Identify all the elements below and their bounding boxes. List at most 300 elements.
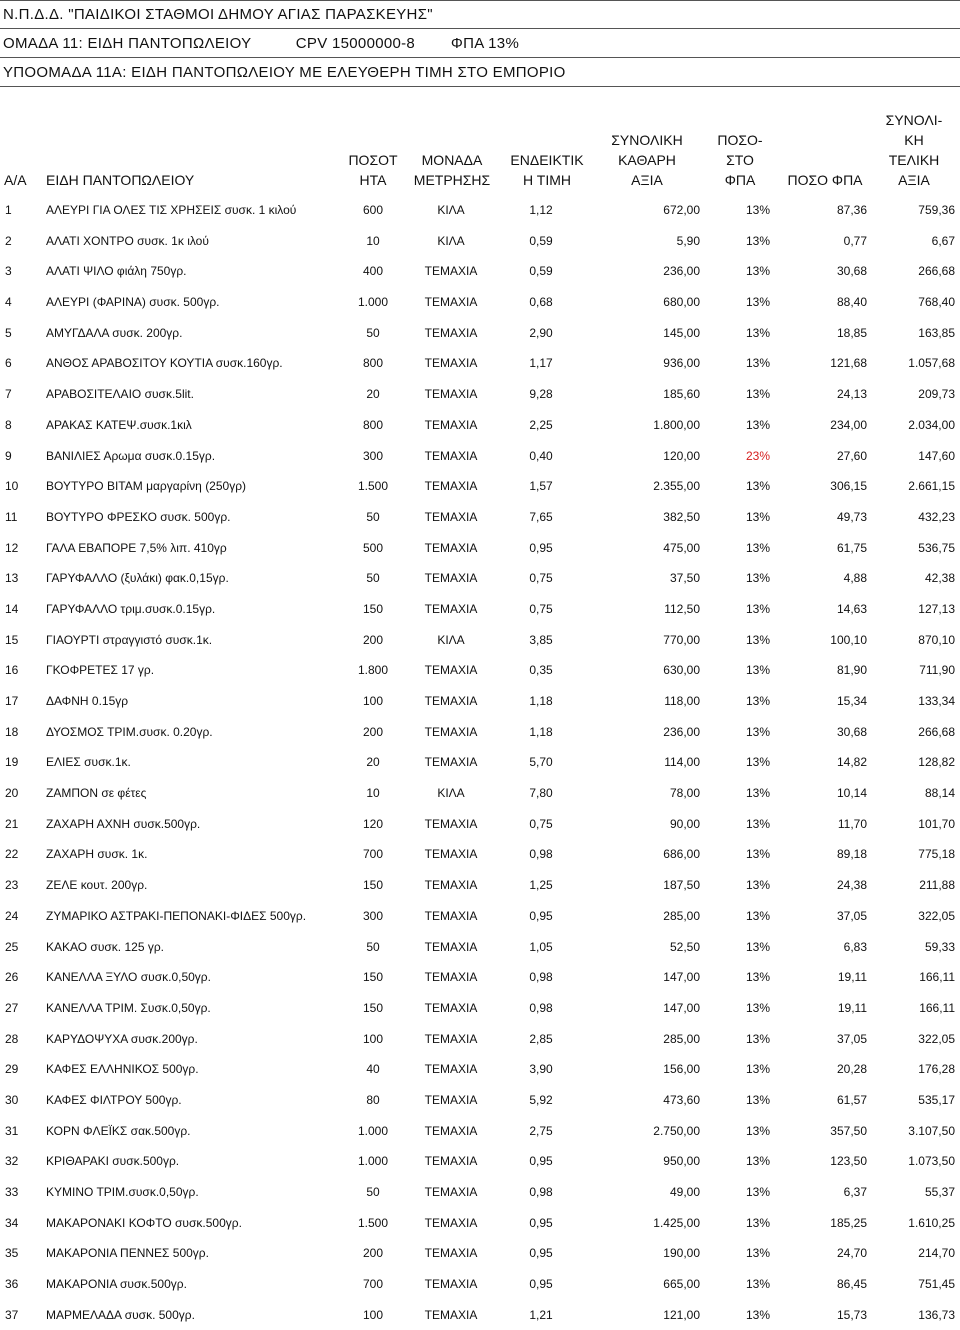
vat-amount: 24,13 — [836, 387, 867, 402]
vat-amount: 19,11 — [837, 970, 867, 985]
vat-rate: 13% — [745, 878, 770, 893]
row-number: 14 — [5, 601, 19, 616]
quantity: 800 — [362, 356, 384, 371]
table-row — [0, 226, 960, 257]
net-value: 190,00 — [663, 1246, 700, 1261]
table-row — [0, 410, 960, 441]
vat-amount: 24,70 — [836, 1246, 867, 1261]
row-number: 11 — [5, 509, 18, 524]
row-number: 28 — [5, 1031, 19, 1046]
table-row — [0, 809, 960, 840]
row-number: 8 — [5, 417, 12, 432]
quantity: 1.000 — [357, 1123, 389, 1138]
vat-amount: 88,40 — [836, 295, 867, 310]
net-value: 187,50 — [663, 878, 700, 893]
table-row — [0, 655, 960, 686]
vat-rate: 13% — [745, 1062, 770, 1077]
table-row — [0, 717, 960, 748]
indicative-price: 0,59 — [529, 233, 553, 248]
row-number: 17 — [5, 694, 19, 708]
subgroup-title: ΥΠΟΟΜΑΔΑ 11Α: ΕΙΔΗ ΠΑΝΤΟΠΩΛΕΙΟΥ ΜΕ ΕΛΕΥΘΕΡΗ ΤΙΜΗ ΣΤΟ ΕΜΠΟΡΙΟ — [0, 58, 960, 87]
indicative-price: 0,95 — [529, 1215, 553, 1230]
item-name: ΑΡΑΚΑΣ ΚΑΤΕΨ.συσκ.1κιλ — [46, 417, 192, 432]
unit-of-measure: ΤΕΜΑΧΙΑ — [424, 479, 478, 494]
vat-amount: 123,50 — [830, 1154, 867, 1169]
unit-of-measure: ΤΕΜΑΧΙΑ — [424, 601, 478, 616]
unit-of-measure: ΤΕΜΑΧΙΑ — [424, 1215, 478, 1230]
indicative-price: 9,28 — [529, 387, 553, 402]
quantity: 20 — [366, 755, 380, 770]
table-row — [0, 839, 960, 870]
vat-rate: 13% — [745, 264, 770, 279]
vat-rate: 13% — [745, 1123, 770, 1138]
total-value: 759,36 — [918, 203, 955, 217]
unit-of-measure: ΤΕΜΑΧΙΑ — [424, 295, 478, 310]
table-row — [0, 1208, 960, 1239]
vat-amount: 15,34 — [836, 694, 867, 708]
unit-of-measure: ΤΕΜΑΧΙΑ — [424, 448, 478, 463]
item-name: ΜΑΡΜΕΛΑΔΑ συσκ. 500γρ. — [46, 1307, 195, 1322]
net-value: 120,00 — [663, 448, 700, 463]
total-value: 768,40 — [918, 295, 955, 310]
indicative-price: 0,98 — [529, 1000, 553, 1015]
table-row — [0, 1085, 960, 1116]
table-row — [0, 1116, 960, 1147]
unit-of-measure: ΤΕΜΑΧΙΑ — [424, 939, 478, 954]
col-header-net: ΣΥΝΟΛΙΚΗ ΚΑΘΑΡΗ ΑΞΙΑ — [611, 132, 683, 188]
quantity: 100 — [362, 694, 384, 708]
vat-amount: 18,85 — [836, 325, 867, 340]
total-value: 42,38 — [924, 571, 955, 586]
quantity: 80 — [366, 1092, 380, 1107]
indicative-price: 1,57 — [529, 479, 553, 494]
unit-of-measure: ΤΕΜΑΧΙΑ — [424, 878, 478, 893]
total-value: 127,13 — [918, 601, 955, 616]
row-number: 21 — [5, 816, 19, 831]
item-name: ΚΟΡΝ ΦΛΕΪΚΣ σακ.500γρ. — [46, 1123, 191, 1138]
vat-rate: 13% — [745, 540, 770, 555]
indicative-price: 2,90 — [529, 325, 553, 340]
vat-amount: 20,28 — [836, 1062, 867, 1077]
col-header-vat-amount: ΠΟΣΟ ΦΠΑ — [787, 172, 863, 188]
total-value: 163,85 — [918, 325, 955, 340]
vat-rate: 13% — [745, 325, 770, 340]
item-name: ΚΑΝΕΛΛΑ ΤΡΙΜ. Συσκ.0,50γρ. — [46, 1000, 211, 1015]
net-value: 672,00 — [663, 203, 700, 217]
unit-of-measure: ΤΕΜΑΧΙΑ — [424, 325, 478, 340]
unit-of-measure: ΤΕΜΑΧΙΑ — [424, 1185, 478, 1199]
table-row — [0, 1146, 960, 1177]
table-row — [0, 1177, 960, 1208]
table-row — [0, 441, 960, 472]
item-name: ΓΑΛΑ ΕΒΑΠΟΡΕ 7,5% λιπ. 410γρ — [46, 540, 227, 555]
vat-rate: 13% — [745, 1154, 770, 1169]
net-value: 285,00 — [663, 908, 700, 923]
vat-amount: 81,90 — [836, 663, 867, 678]
quantity: 50 — [366, 325, 380, 340]
item-name: ΒΑΝΙΛΙΕΣ Αρωμα συσκ.0.15γρ. — [46, 448, 216, 463]
item-name: ΑΛΑΤΙ ΧΟΝΤΡΟ συσκ. 1κ ιλού — [46, 233, 209, 248]
table-row — [0, 625, 960, 656]
total-value: 101,70 — [918, 816, 955, 831]
total-value: 133,34 — [918, 694, 955, 708]
vat-rate: 13% — [745, 509, 770, 524]
vat-amount: 11,70 — [837, 816, 867, 831]
indicative-price: 1,25 — [529, 878, 553, 893]
unit-of-measure: ΚΙΛΑ — [437, 632, 465, 647]
unit-of-measure: ΤΕΜΑΧΙΑ — [424, 847, 478, 862]
item-name: ΜΑΚΑΡΟΝΙΑ ΠΕΝΝΕΣ 500γρ. — [46, 1246, 209, 1261]
total-value: 166,11 — [919, 970, 955, 985]
quantity: 200 — [362, 632, 384, 647]
indicative-price: 3,85 — [529, 632, 553, 647]
row-number: 18 — [5, 724, 19, 739]
net-value: 147,00 — [663, 970, 700, 985]
vat-amount: 0,77 — [843, 233, 867, 248]
net-value: 2.355,00 — [653, 479, 700, 494]
quantity: 50 — [366, 1185, 380, 1199]
item-name: ΓΚΟΦΡΕΤΕΣ 17 γρ. — [46, 663, 155, 678]
quantity: 1.500 — [357, 1215, 389, 1230]
vat-amount: 19,11 — [837, 1000, 867, 1015]
quantity: 300 — [362, 908, 384, 923]
net-value: 475,00 — [663, 540, 700, 555]
total-value: 870,10 — [918, 632, 955, 647]
item-name: ΒΟΥΤΥΡΟ ΒΙΤΑΜ μαργαρίνη (250γρ) — [46, 479, 247, 494]
indicative-price: 0,75 — [529, 571, 553, 586]
unit-of-measure: ΤΕΜΑΧΙΑ — [424, 816, 478, 831]
table-row — [0, 962, 960, 993]
item-name: ΖΕΛΕ κουτ. 200γρ. — [46, 878, 148, 893]
vat-rate: 13% — [745, 847, 770, 862]
table-row — [0, 379, 960, 410]
net-value: 1.425,00 — [653, 1215, 700, 1230]
row-number: 3 — [5, 264, 12, 279]
net-value: 236,00 — [663, 264, 700, 279]
indicative-price: 0,59 — [529, 264, 553, 279]
total-value: 711,90 — [919, 663, 955, 678]
net-value: 686,00 — [663, 847, 700, 862]
vat-amount: 4,88 — [843, 571, 867, 586]
vat-rate: 13% — [745, 1092, 770, 1107]
item-name: ΚΑΝΕΛΛΑ ΞΥΛΟ συσκ.0,50γρ. — [46, 970, 211, 985]
item-name: ΚΑΡΥΔΟΨΥΧΑ συσκ.200γρ. — [46, 1031, 198, 1046]
net-value: 630,00 — [663, 663, 700, 678]
col-header-qty: ΠΟΣΟΤ ΗΤΑ — [348, 152, 398, 188]
table-row — [0, 1238, 960, 1269]
unit-of-measure: ΤΕΜΑΧΙΑ — [424, 1123, 478, 1138]
unit-of-measure: ΤΕΜΑΧΙΑ — [424, 509, 478, 524]
table-row — [0, 778, 960, 809]
row-number: 19 — [5, 755, 19, 770]
quantity: 300 — [362, 448, 384, 463]
vat-amount: 14,82 — [836, 755, 867, 770]
total-value: 751,45 — [918, 1277, 955, 1292]
indicative-price: 7,80 — [529, 786, 553, 801]
col-header-price: ΕΝΔΕΙΚΤΙΚ Η ΤΙΜΗ — [510, 152, 584, 188]
net-value: 52,50 — [669, 939, 700, 954]
unit-of-measure: ΤΕΜΑΧΙΑ — [424, 1031, 478, 1046]
row-number: 30 — [5, 1092, 19, 1107]
quantity: 50 — [366, 509, 380, 524]
unit-of-measure: ΤΕΜΑΧΙΑ — [424, 417, 478, 432]
indicative-price: 0,68 — [529, 295, 553, 310]
vat-rate: 13% — [745, 1031, 770, 1046]
vat-rate: 13% — [745, 479, 770, 494]
vat-rate: 13% — [745, 295, 770, 310]
document-title: Ν.Π.Δ.Δ. "ΠΑΙΔΙΚΟΙ ΣΤΑΘΜΟΙ ΔΗΜΟΥ ΑΓΙΑΣ ΠΑΡΑΣΚΕΥΗΣ" — [0, 0, 960, 29]
total-value: 214,70 — [918, 1246, 955, 1261]
net-value: 49,00 — [669, 1185, 700, 1199]
item-name: ΑΝΘΟΣ ΑΡΑΒΟΣΙΤΟΥ ΚΟΥΤΙΑ συσκ.160γρ. — [46, 356, 283, 371]
quantity: 200 — [362, 724, 384, 739]
net-value: 147,00 — [663, 1000, 700, 1015]
table-row — [0, 195, 960, 226]
quantity: 100 — [362, 1031, 384, 1046]
item-name: ΚΡΙΘΑΡΑΚΙ συσκ.500γρ. — [46, 1154, 180, 1169]
vat-amount: 24,38 — [836, 878, 867, 893]
item-name: ΓΑΡΥΦΑΛΛΟ (ξυλάκι) φακ.0,15γρ. — [46, 571, 229, 586]
item-name: ΕΛΙΕΣ συσκ.1κ. — [46, 755, 131, 770]
item-name: ΓΑΡΥΦΑΛΛΟ τριμ.συσκ.0.15γρ. — [46, 601, 216, 616]
vat-rate: 13% — [745, 632, 770, 647]
unit-of-measure: ΤΕΜΑΧΙΑ — [424, 970, 478, 985]
quantity: 1.800 — [357, 663, 389, 678]
quantity: 200 — [362, 1246, 384, 1261]
quantity: 10 — [366, 786, 380, 801]
total-value: 55,37 — [924, 1185, 955, 1199]
indicative-price: 0,95 — [529, 540, 553, 555]
table-row — [0, 993, 960, 1024]
unit-of-measure: ΤΕΜΑΧΙΑ — [424, 755, 478, 770]
item-name: ΜΑΚΑΡΟΝΙΑ συσκ.500γρ. — [46, 1277, 187, 1292]
total-value: 147,60 — [918, 448, 955, 463]
unit-of-measure: ΤΕΜΑΧΙΑ — [424, 264, 478, 279]
row-number: 1 — [5, 203, 12, 217]
row-number: 16 — [5, 663, 19, 678]
vat-amount: 121,68 — [830, 356, 867, 371]
row-number: 35 — [5, 1246, 19, 1261]
net-value: 680,00 — [663, 295, 700, 310]
vat-amount: 14,63 — [836, 601, 867, 616]
item-name: ΖΥΜΑΡΙΚΟ ΑΣΤΡΑΚΙ-ΠΕΠΟΝΑΚΙ-ΦΙΔΕΣ 500γρ. — [46, 908, 307, 923]
row-number: 33 — [5, 1185, 19, 1199]
total-value: 1.057,68 — [908, 356, 955, 371]
indicative-price: 0,98 — [529, 1185, 553, 1199]
vat-rate: 13% — [745, 1185, 770, 1199]
net-value: 112,50 — [664, 601, 700, 616]
quantity: 1.000 — [357, 1154, 389, 1169]
item-name: ΑΜΥΓΔΑΛΑ συσκ. 200γρ. — [46, 325, 183, 340]
vat-amount: 234,00 — [830, 417, 867, 432]
vat-rate: 13% — [745, 694, 770, 708]
item-name: ΑΛΑΤΙ ΨΙΛΟ φιάλη 750γρ. — [46, 264, 187, 279]
row-number: 10 — [5, 479, 19, 494]
total-value: 136,73 — [918, 1307, 955, 1322]
quantity: 500 — [362, 540, 384, 555]
vat-rate: 13% — [745, 1307, 770, 1322]
unit-of-measure: ΤΕΜΑΧΙΑ — [424, 1062, 478, 1077]
row-number: 32 — [5, 1154, 19, 1169]
table-row — [0, 287, 960, 318]
indicative-price: 5,70 — [529, 755, 553, 770]
table-row — [0, 686, 960, 717]
item-name: ΑΛΕΥΡΙ (ΦΑΡΙΝΑ) συσκ. 500γρ. — [46, 295, 220, 310]
total-value: 166,11 — [919, 1000, 955, 1015]
net-value: 770,00 — [663, 632, 700, 647]
table-row — [0, 471, 960, 502]
col-header-no: Α/Α — [4, 172, 27, 188]
vat-rate: 13% — [745, 1246, 770, 1261]
total-value: 1.073,50 — [908, 1154, 955, 1169]
net-value: 473,60 — [663, 1092, 700, 1107]
item-name: ΓΙΑΟΥΡΤΙ στραγγιστό συσκ.1κ. — [46, 632, 213, 647]
vat-amount: 27,60 — [836, 448, 867, 463]
total-value: 88,14 — [924, 786, 955, 801]
indicative-price: 1,12 — [529, 203, 553, 217]
unit-of-measure: ΤΕΜΑΧΙΑ — [424, 663, 478, 678]
table-row — [0, 563, 960, 594]
indicative-price: 7,65 — [529, 509, 553, 524]
quantity: 700 — [362, 847, 384, 862]
vat-amount: 86,45 — [836, 1277, 867, 1292]
vat-rate: 13% — [745, 939, 770, 954]
net-value: 936,00 — [663, 356, 700, 371]
row-number: 9 — [5, 448, 12, 463]
unit-of-measure: ΤΕΜΑΧΙΑ — [424, 908, 478, 923]
vat-amount: 306,15 — [830, 479, 867, 494]
table-row — [0, 1300, 960, 1330]
vat-amount: 37,05 — [836, 908, 867, 923]
row-number: 29 — [5, 1062, 19, 1077]
net-value: 37,50 — [669, 571, 700, 586]
vat-rate: 13% — [745, 417, 770, 432]
col-header-unit: ΜΟΝΑΔΑ ΜΕΤΡΗΣΗΣ — [413, 152, 491, 188]
row-number: 37 — [5, 1307, 19, 1322]
vat-amount: 6,37 — [843, 1185, 867, 1199]
quantity: 100 — [362, 1307, 384, 1322]
total-value: 1.610,25 — [908, 1215, 955, 1230]
vat-amount: 61,75 — [836, 540, 867, 555]
vat-amount: 10,14 — [836, 786, 867, 801]
item-name: ΜΑΚΑΡΟΝΑΚΙ ΚΟΦΤΟ συσκ.500γρ. — [46, 1215, 242, 1230]
row-number: 13 — [5, 571, 19, 586]
net-value: 145,00 — [663, 325, 700, 340]
indicative-price: 1,18 — [529, 694, 553, 708]
total-value: 535,17 — [918, 1092, 955, 1107]
net-value: 121,00 — [663, 1307, 700, 1322]
item-name: ΔΥΟΣΜΟΣ ΤΡΙΜ.συσκ. 0.20γρ. — [46, 724, 213, 739]
row-number: 15 — [5, 632, 19, 647]
unit-of-measure: ΤΕΜΑΧΙΑ — [424, 694, 478, 708]
quantity: 150 — [362, 970, 384, 985]
row-number: 12 — [5, 540, 19, 555]
items-table — [0, 195, 960, 1330]
col-header-vat: ΠΟΣΟ- ΣΤΟ ΦΠΑ — [717, 132, 763, 188]
vat-rate: 13% — [745, 970, 770, 985]
vat-amount: 37,05 — [836, 1031, 867, 1046]
quantity: 50 — [366, 571, 380, 586]
item-name: ΖΑΧΑΡΗ συσκ. 1κ. — [46, 847, 148, 862]
net-value: 5,90 — [676, 233, 700, 248]
vat-rate: 23% — [745, 448, 770, 463]
item-name: ΖΑΜΠΟΝ σε φέτες — [46, 786, 147, 801]
unit-of-measure: ΤΕΜΑΧΙΑ — [424, 1307, 478, 1322]
item-name: ΔΑΦΝΗ 0.15γρ — [46, 694, 129, 708]
indicative-price: 0,95 — [529, 908, 553, 923]
indicative-price: 0,95 — [529, 1246, 553, 1261]
quantity: 1.500 — [357, 479, 389, 494]
quantity: 10 — [366, 233, 380, 248]
indicative-price: 2,25 — [529, 417, 553, 432]
total-value: 266,68 — [918, 264, 955, 279]
net-value: 236,00 — [663, 724, 700, 739]
indicative-price: 0,95 — [529, 1277, 553, 1292]
row-number: 6 — [5, 356, 12, 371]
total-value: 2.661,15 — [908, 479, 955, 494]
indicative-price: 1,05 — [529, 939, 553, 954]
net-value: 950,00 — [663, 1154, 700, 1169]
col-header-item: ΕΙΔΗ ΠΑΝΤΟΠΩΛΕΙΟΥ — [46, 172, 195, 188]
total-value: 59,33 — [924, 939, 955, 954]
net-value: 1.800,00 — [653, 417, 700, 432]
net-value: 78,00 — [669, 786, 700, 801]
vat-amount: 89,18 — [836, 847, 867, 862]
table-row — [0, 932, 960, 963]
quantity: 600 — [362, 203, 384, 217]
unit-of-measure: ΤΕΜΑΧΙΑ — [424, 724, 478, 739]
net-value: 185,60 — [663, 387, 700, 402]
table-row — [0, 1269, 960, 1300]
indicative-price: 1,17 — [529, 356, 553, 371]
quantity: 700 — [362, 1277, 384, 1292]
table-row — [0, 348, 960, 379]
item-name: ΚΑΦΕΣ ΕΛΛΗΝΙΚΟΣ 500γρ. — [46, 1062, 199, 1077]
total-value: 211,88 — [919, 878, 955, 893]
total-value: 536,75 — [918, 540, 955, 555]
total-value: 2.034,00 — [908, 417, 955, 432]
unit-of-measure: ΤΕΜΑΧΙΑ — [424, 571, 478, 586]
item-name: ΑΡΑΒΟΣΙΤΕΛΑΙΟ συσκ.5lit. — [46, 387, 194, 402]
unit-of-measure: ΤΕΜΑΧΙΑ — [424, 1277, 478, 1292]
total-value: 209,73 — [918, 387, 955, 402]
table-row — [0, 594, 960, 625]
vat-rate: 13% — [745, 786, 770, 801]
indicative-price: 0,75 — [529, 816, 553, 831]
indicative-price: 1,18 — [529, 724, 553, 739]
net-value: 156,00 — [663, 1062, 700, 1077]
vat-amount: 357,50 — [830, 1123, 867, 1138]
quantity: 150 — [362, 878, 384, 893]
row-number: 23 — [5, 878, 19, 893]
net-value: 2.750,00 — [653, 1123, 700, 1138]
unit-of-measure: ΚΙΛΑ — [437, 203, 465, 217]
total-value: 775,18 — [918, 847, 955, 862]
row-number: 5 — [5, 325, 12, 340]
quantity: 120 — [362, 816, 384, 831]
row-number: 34 — [5, 1215, 19, 1230]
row-number: 36 — [5, 1277, 19, 1292]
table-row — [0, 747, 960, 778]
table-row — [0, 870, 960, 901]
row-number: 27 — [5, 1000, 19, 1015]
table-row — [0, 318, 960, 349]
quantity: 50 — [366, 939, 380, 954]
vat-amount: 6,83 — [843, 939, 867, 954]
net-value: 118,00 — [664, 694, 700, 708]
item-name: ΚΑΚΑΟ συσκ. 125 γρ. — [46, 939, 164, 954]
total-value: 322,05 — [918, 1031, 955, 1046]
